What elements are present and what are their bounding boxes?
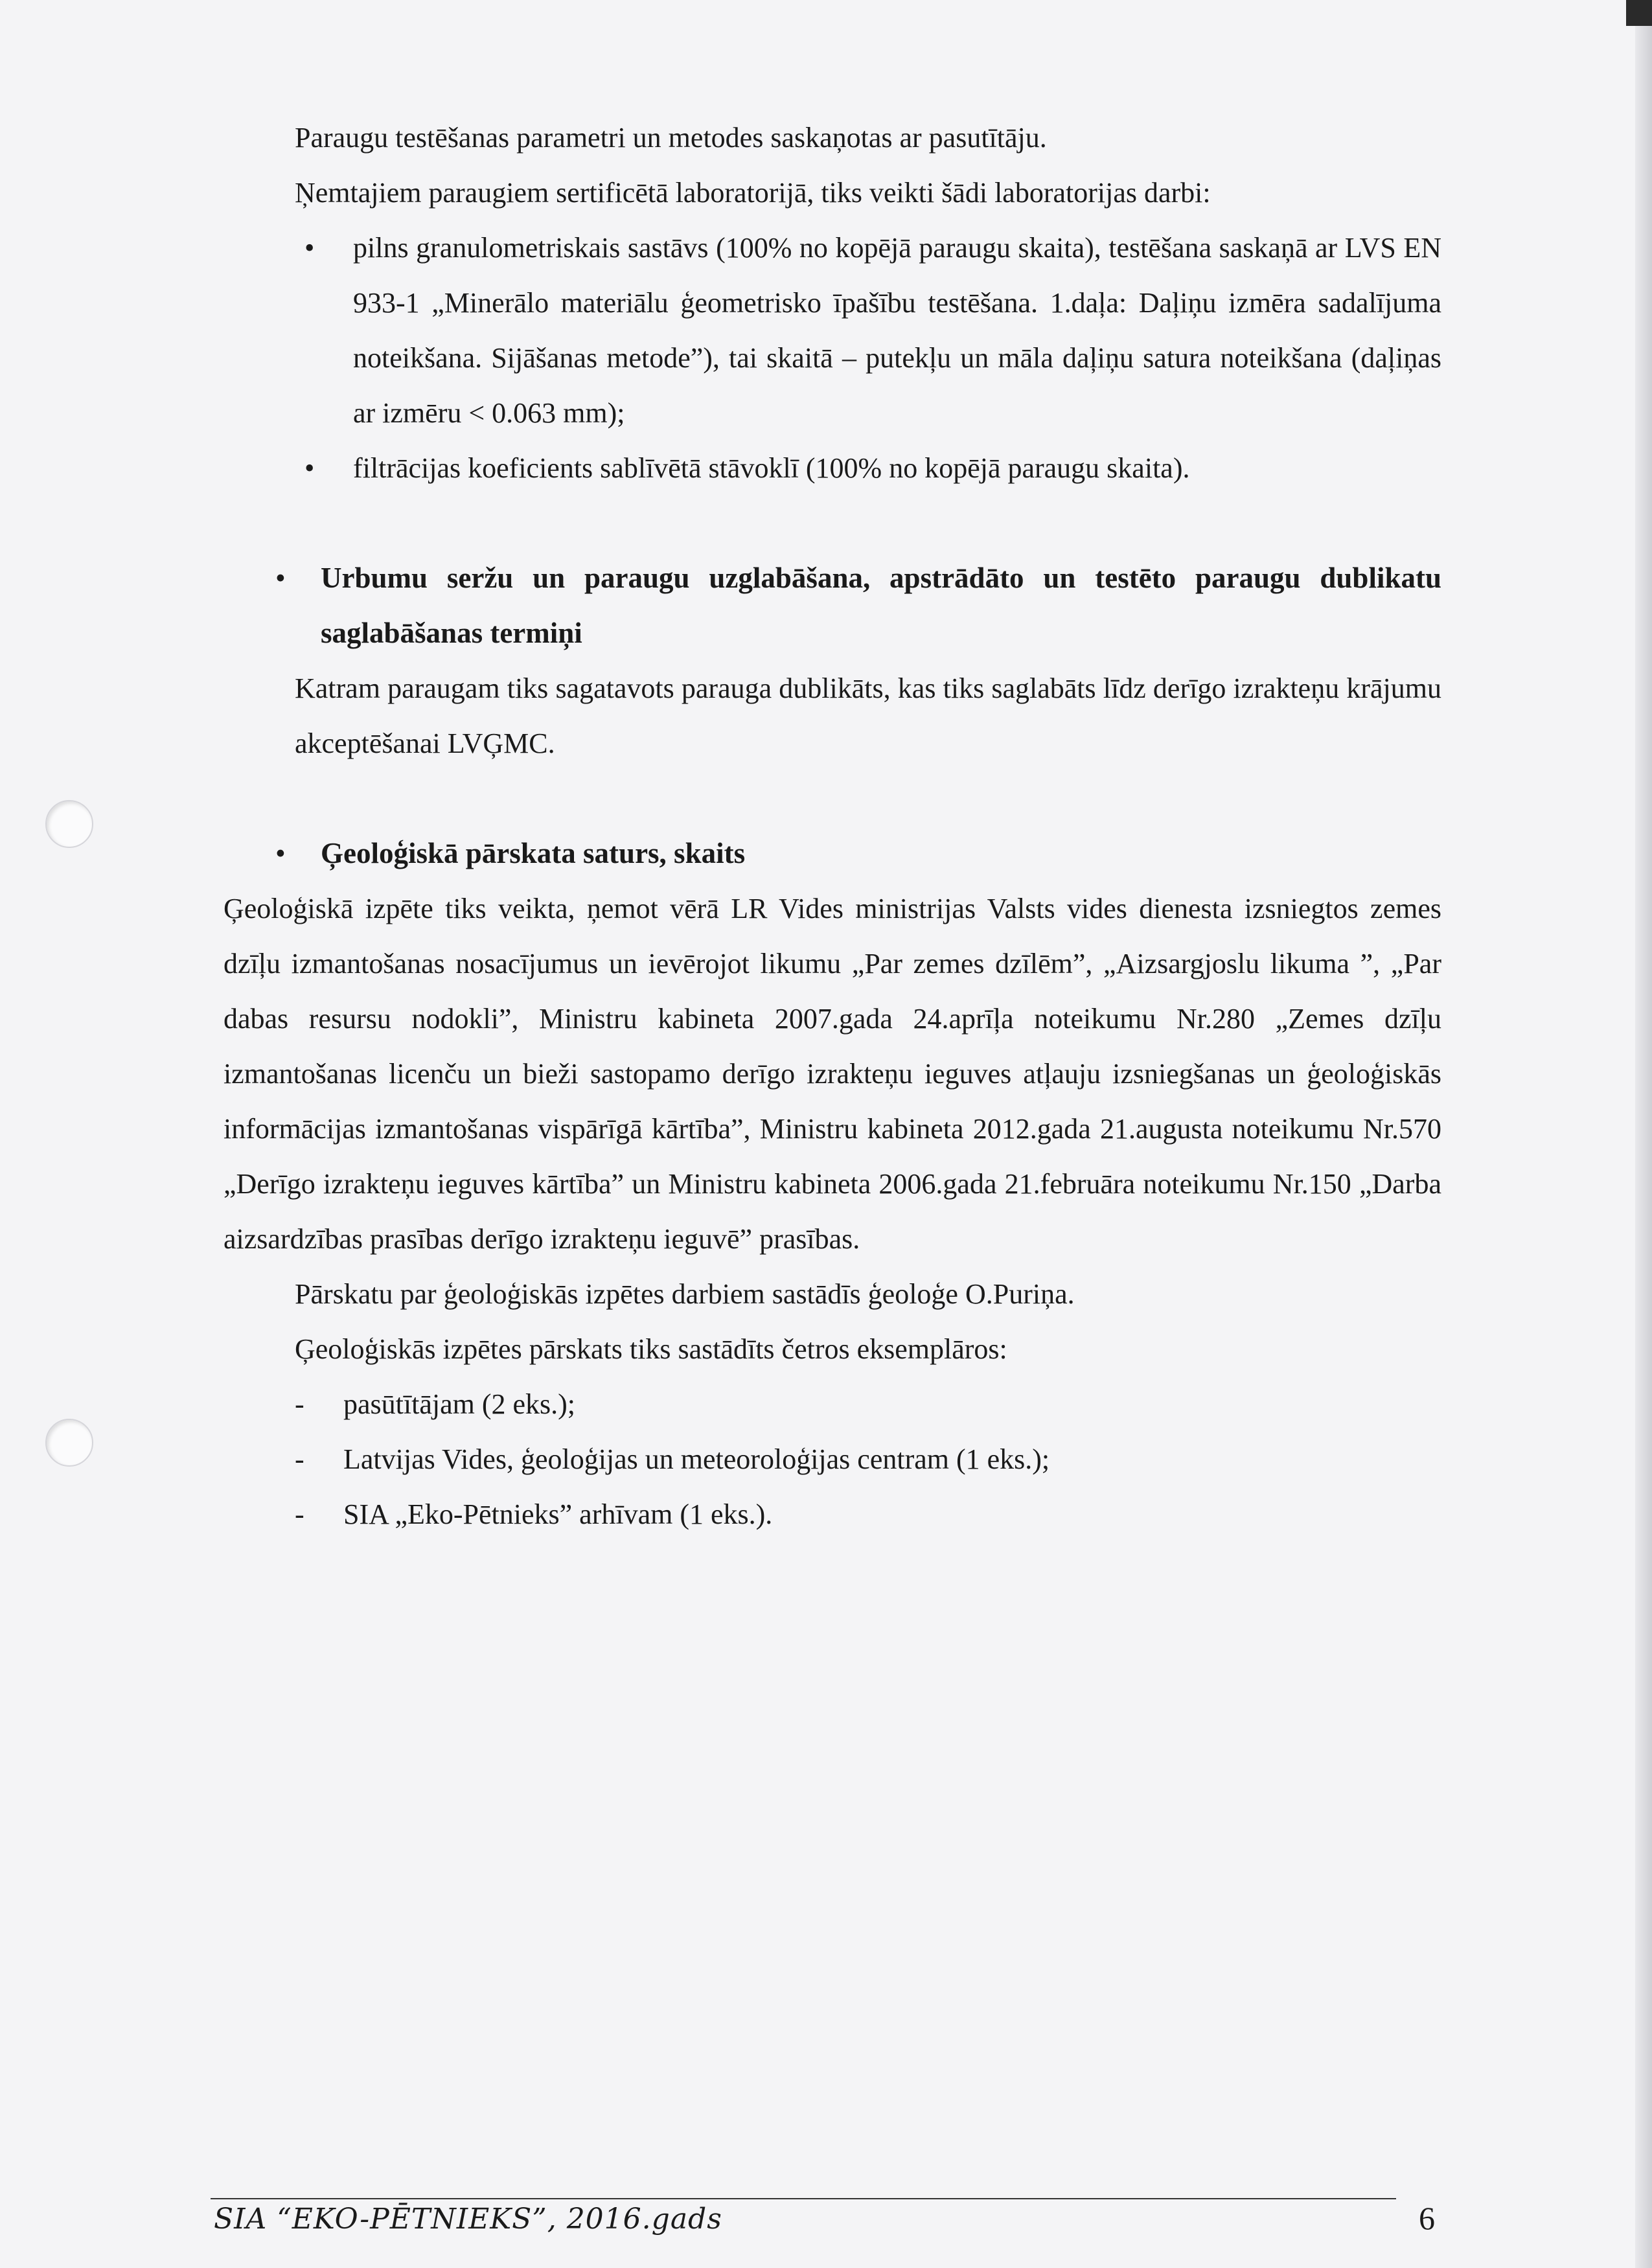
section-text: Ģeoloģiskā izpēte tiks veikta, ņemot vērā LR Vides ministrijas Valsts vides dienesta izsniegtos zemes dzīļu izmantošanas nosacījumus un ievērojot likumu „Par zemes dzīlēm”, „Aizsargjoslu likuma ”, „Par dabas resursu nodokli”, Ministru kabineta 2007.gada 24.aprīļa noteikumu Nr.280 „Zemes dzīļu izmantošanas licenču un bieži sastopamo derīgo izrakteņu ieguves atļauju izsniegšanas un ģeoloģiskās informācijas izmantošanas vispārīgā kārtība”, Ministru kabineta 2012.gada 21.augusta noteikumu Nr.570 „Derīgo izrakteņu ieguves kārtība” un Ministru kabineta 2006.gada 21.februāra noteikumu Nr.150 „Darba aizsardzības prasības derīgo izrakteņu ieguvē” prasības. [224, 893, 1441, 1255]
scan-corner-mark [1626, 0, 1652, 26]
list-item-text: pilns granulometriskais sastāvs (100% no kopējā paraugu skaita), testēšana saskaņā ar LVS EN 933-1 „Minerālo materiālu ģeometrisko īpašību testēšana. 1.daļa: Daļiņu izmēra sadalījuma noteikšana. Sijāšanas metode”), tai skaitā – putekļu un māla daļiņu satura noteikšana (daļiņas ar izmēru < 0.063 mm); [353, 232, 1441, 429]
dash-icon: - [295, 1498, 304, 1530]
punch-hole [45, 1419, 93, 1467]
list-item [295, 1432, 1441, 1487]
paragraph-copies: Ģeoloģiskās izpētes pārskats tiks sastādīts četros eksemplāros: [295, 1333, 1007, 1365]
bullet-icon: • [275, 837, 286, 869]
dash-icon: - [295, 1443, 304, 1475]
paragraph-report [224, 881, 1441, 1266]
paragraph-lab-works: Ņemtajiem paraugiem sertificētā laboratorijā, tiks veikti šādi laboratorijas darbi: [295, 177, 1211, 209]
list-item [295, 1487, 1441, 1542]
list-item-text: filtrācijas koeficients sablīvētā stāvoklī (100% no kopējā paraugu skaita). [353, 452, 1190, 484]
list-item-text: Latvijas Vides, ģeoloģijas un meteoroloģijas centram (1 eks.); [343, 1443, 1050, 1475]
section-heading-report [275, 826, 1441, 881]
scan-edge [1635, 0, 1652, 2268]
list-item [295, 220, 1441, 441]
paragraph-author: Pārskatu par ģeoloģiskās izpētes darbiem sastādīs ģeoloģe O.Puriņa. [295, 1278, 1075, 1310]
dash-icon: - [295, 1388, 304, 1420]
section-heading-storage [275, 551, 1441, 661]
paragraph-storage [295, 661, 1441, 771]
page-number: 6 [1419, 2200, 1435, 2236]
paragraph-testing-params: Paraugu testēšanas parametri un metodes saskaņotas ar pasutītāju. [295, 122, 1047, 154]
punch-hole [45, 800, 93, 848]
footer-divider [211, 2198, 1396, 2199]
list-item-text: SIA „Eko-Pētnieks” arhīvam (1 eks.). [343, 1498, 773, 1530]
bullet-icon: • [275, 562, 286, 594]
section-title: Ģeoloģiskā pārskata saturs, skaits [321, 837, 746, 869]
lab-works-list [295, 220, 1441, 496]
list-item [295, 1377, 1441, 1432]
page-content [224, 110, 1441, 1542]
bullet-icon: • [304, 232, 315, 264]
list-item [295, 441, 1441, 496]
section-title: Urbumu seržu un paraugu uzglabāšana, apstrādāto un testēto paraugu dublikatu saglabāšanas termiņi [321, 562, 1441, 649]
section-text: Katram paraugam tiks sagatavots parauga dublikāts, kas tiks saglabāts līdz derīgo izrakteņu krājumu akceptēšanai LVĢMC. [295, 672, 1441, 759]
list-item-text: pasūtītājam (2 eks.); [343, 1388, 576, 1420]
footer-company: SIA “EKO-PĒTNIEKS”, 2016.gads [214, 2203, 722, 2236]
bullet-icon: • [304, 452, 315, 484]
